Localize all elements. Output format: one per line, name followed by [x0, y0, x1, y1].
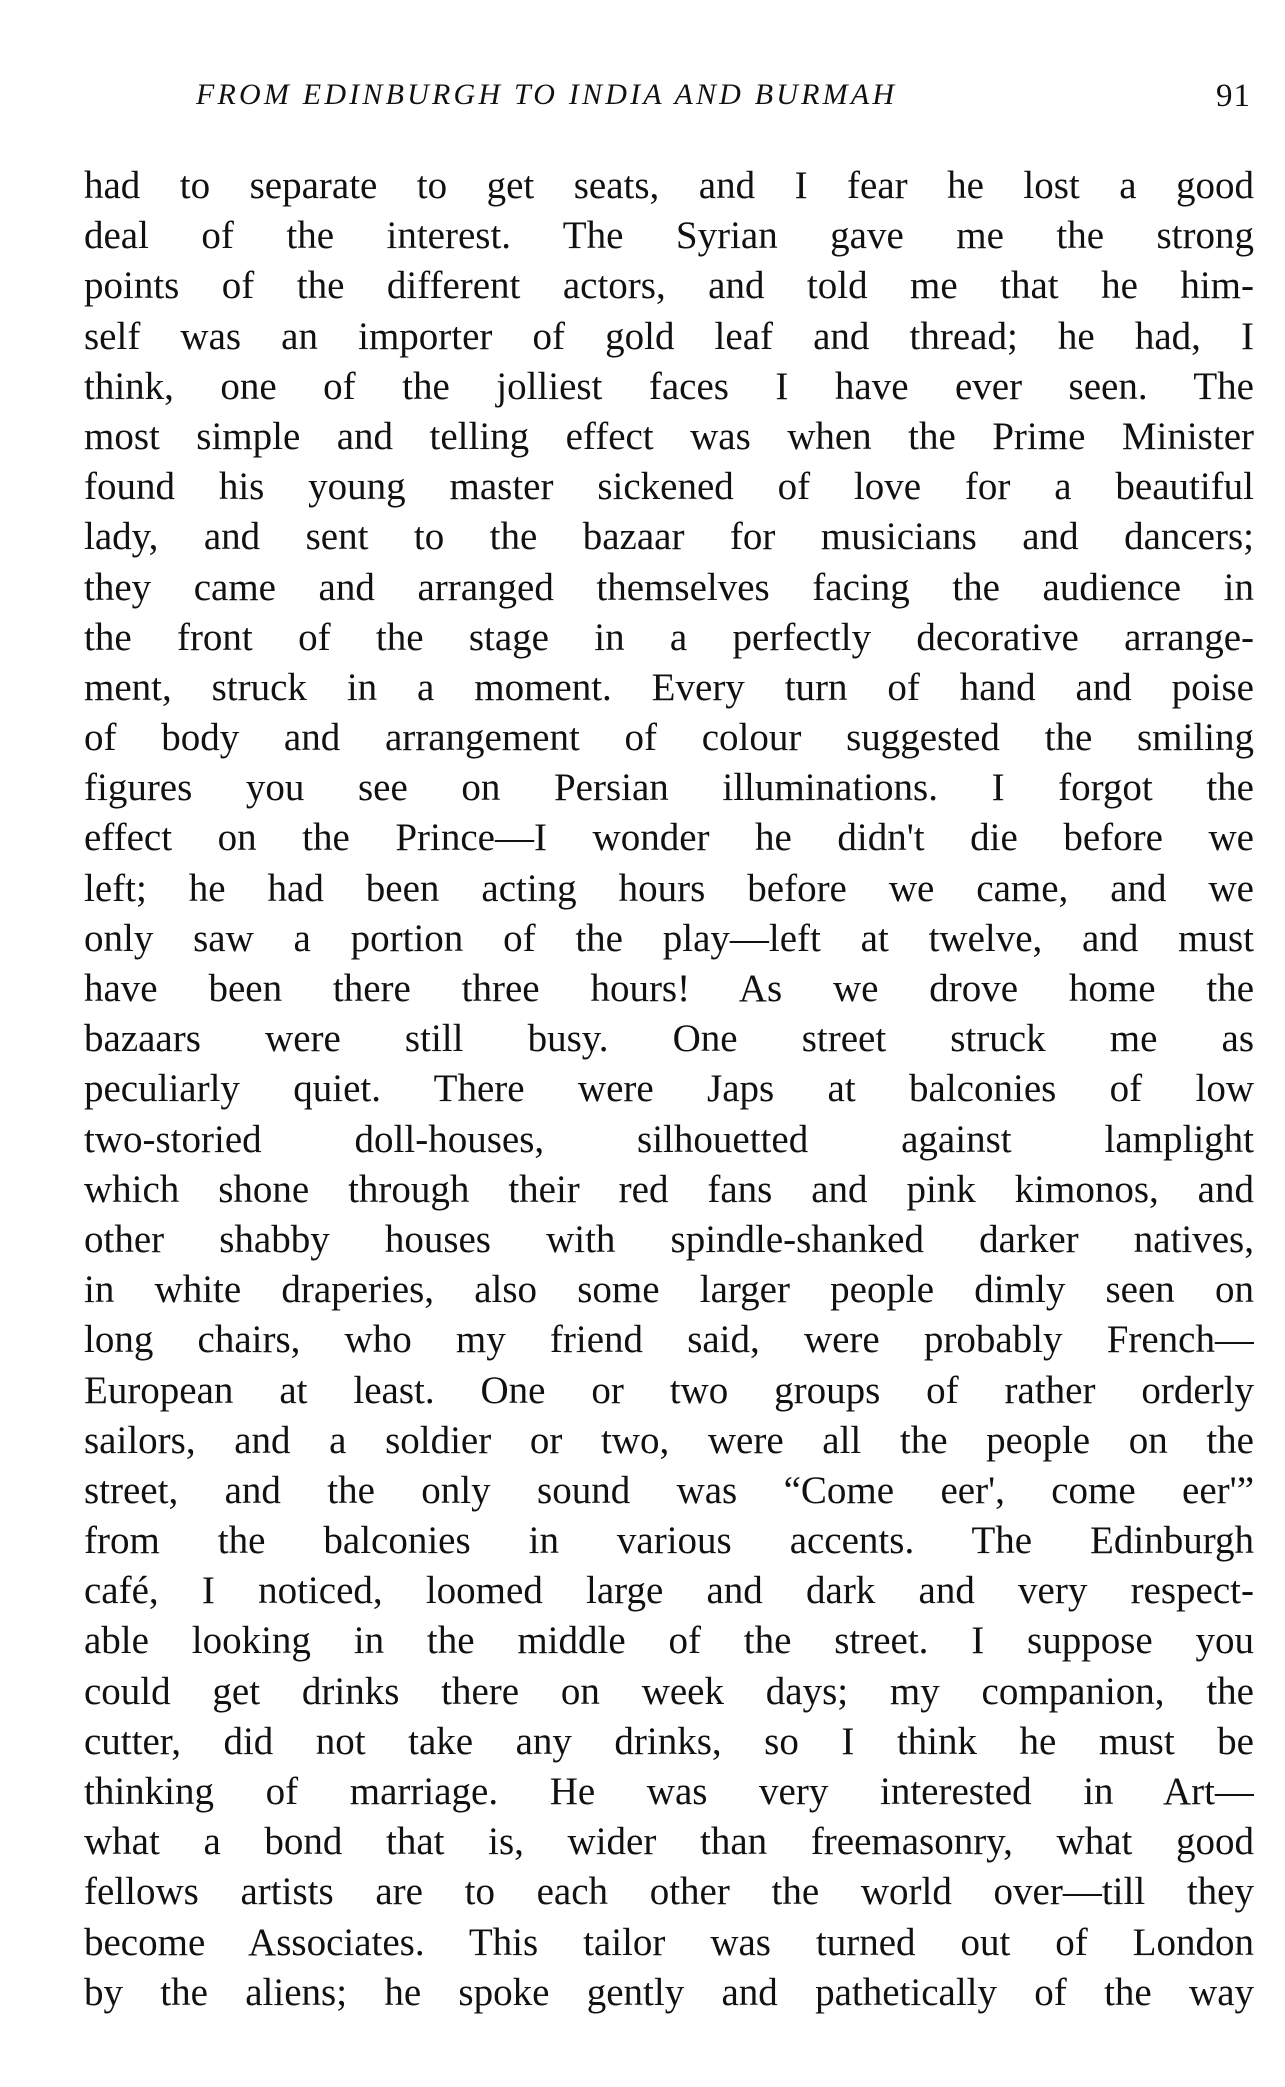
text-line: left; he had been acting hours before we came, and we	[84, 866, 1254, 910]
text-line: sailors, and a soldier or two, were all the people on the	[84, 1418, 1254, 1462]
text-line: found his young master sickened of love for a beautiful	[84, 465, 1254, 509]
text-line: ment, struck in a moment. Every turn of hand and poise	[84, 665, 1254, 709]
text-line: could get drinks there on week days; my companion, the	[84, 1669, 1254, 1713]
text-line: café, I noticed, loomed large and dark and very respect-	[84, 1569, 1254, 1613]
text-line: from the balconies in various accents. The Edinburgh	[84, 1519, 1254, 1563]
text-line: the front of the stage in a perfectly decorative arrange-	[84, 615, 1254, 659]
text-line: two-storied doll-houses, silhouetted against lamplight	[84, 1117, 1254, 1161]
text-line: of body and arrangement of colour suggested the smiling	[84, 716, 1254, 760]
text-line: peculiarly quiet. There were Japs at balconies of low	[84, 1067, 1254, 1111]
text-line: have been there three hours! As we drove home the	[84, 967, 1254, 1010]
text-line: in white draperies, also some larger people dimly seen on	[84, 1268, 1254, 1312]
text-line: lady, and sent to the bazaar for musicians and dancers;	[84, 515, 1254, 559]
text-line: figures you see on Persian illuminations. I forgot the	[84, 766, 1254, 810]
text-line: which shone through their red fans and pink kimonos, and	[84, 1167, 1254, 1211]
text-line: by the aliens; he spoke gently and pathetically of the way	[84, 1970, 1254, 2014]
running-title: FROM EDINBURGH TO INDIA AND BURMAH	[196, 78, 898, 111]
text-line: deal of the interest. The Syrian gave me the strong	[84, 214, 1254, 258]
text-line: cutter, did not take any drinks, so I think he must be	[84, 1719, 1254, 1763]
text-line: points of the different actors, and told me that he him-	[84, 264, 1254, 308]
text-line: effect on the Prince—I wonder he didn't die before we	[84, 816, 1254, 860]
text-line: fellows artists are to each other the world over—till they	[84, 1870, 1254, 1914]
text-line: thinking of marriage. He was very interested in Art—	[84, 1770, 1254, 1813]
body-text	[84, 161, 1254, 2018]
text-line: European at least. One or two groups of rather orderly	[84, 1368, 1254, 1412]
text-line: able looking in the middle of the street. I suppose you	[84, 1619, 1254, 1663]
text-line: long chairs, who my friend said, were probably French—	[84, 1318, 1254, 1362]
page-number: 91	[1216, 78, 1251, 114]
text-line: what a bond that is, wider than freemasonry, what good	[84, 1820, 1254, 1864]
text-line: they came and arranged themselves facing the audience in	[84, 565, 1254, 609]
text-line: think, one of the jolliest faces I have ever seen. The	[84, 364, 1254, 408]
text-line: street, and the only sound was “Come eer', come eer'”	[84, 1468, 1254, 1512]
text-line: only saw a portion of the play—left at twelve, and must	[84, 916, 1254, 960]
text-line: become Associates. This tailor was turned out of London	[84, 1920, 1254, 1964]
text-line: most simple and telling effect was when the Prime Minister	[84, 414, 1254, 458]
text-line: other shabby houses with spindle-shanked darker natives,	[84, 1217, 1254, 1261]
text-line: bazaars were still busy. One street struck me as	[84, 1017, 1254, 1061]
running-head	[86, 78, 1251, 118]
text-line: had to separate to get seats, and I fear he lost a good	[84, 164, 1254, 207]
text-line: self was an importer of gold leaf and thread; he had, I	[84, 314, 1254, 358]
